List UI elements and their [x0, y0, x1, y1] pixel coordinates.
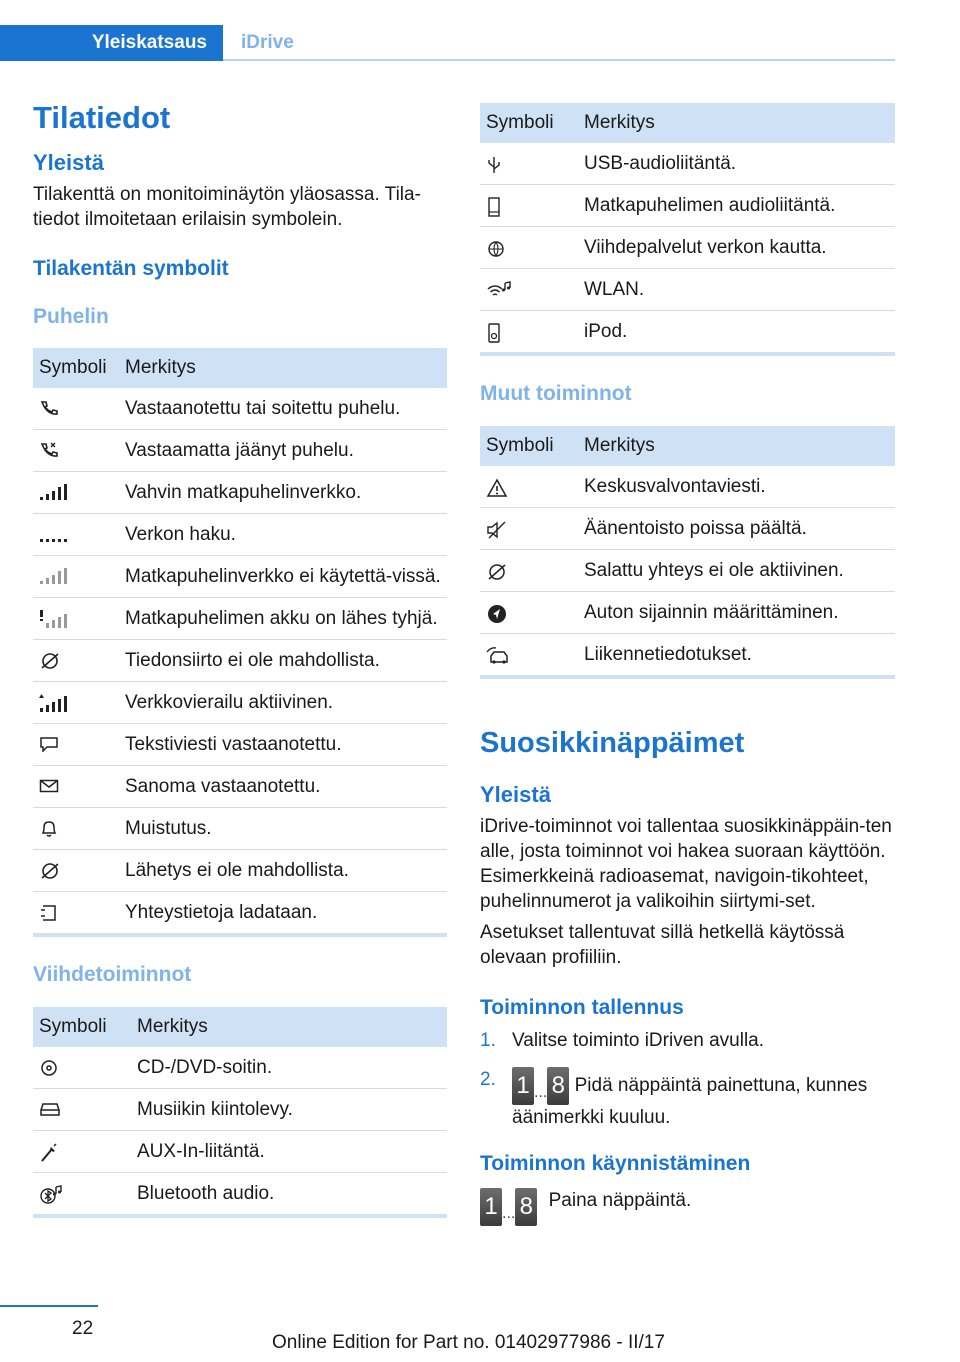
row-text: Viihdepalvelut verkon kautta.	[578, 227, 895, 269]
step-1	[480, 1028, 895, 1053]
row-text: Tekstiviesti vastaanotettu.	[119, 724, 447, 766]
row-text: Vahvin matkapuhelinverkko.	[119, 472, 447, 514]
row-text: Yhteystietoja ladataan.	[119, 892, 447, 936]
step-2	[480, 1067, 895, 1130]
row-text: Vastaamatta jäänyt puhelu.	[119, 430, 447, 472]
table-row	[33, 766, 447, 808]
table-row	[480, 185, 895, 227]
favorite-key-1[interactable]: 1	[512, 1067, 534, 1105]
aux-icon	[39, 1143, 59, 1163]
row-text: CD-/DVD-soitin.	[131, 1047, 447, 1089]
table-row	[480, 592, 895, 634]
step-text: Valitse toiminto iDriven avulla.	[512, 1030, 765, 1051]
row-text: Auton sijainnin määrittäminen.	[578, 592, 895, 634]
save-steps	[480, 1028, 895, 1130]
no-data-icon	[39, 652, 61, 670]
col-meaning: Merkitys	[119, 348, 447, 388]
row-text: Muistutus.	[119, 808, 447, 850]
no-network-icon	[39, 568, 67, 584]
table-row	[480, 311, 895, 355]
warning-icon	[486, 478, 508, 498]
bluetooth-audio-icon	[39, 1185, 63, 1205]
table-row	[33, 472, 447, 514]
bell-icon	[39, 820, 59, 838]
table-row	[33, 682, 447, 724]
general-text: Tilakenttä on monitoiminäytön yläosassa. Tila-tiedot ilmoitetaan erilaisin symbolein.	[33, 184, 421, 230]
phone-heading: Puhelin	[33, 305, 109, 328]
favorites-text-1: iDrive-toiminnot voi tallentaa suosikkinäppäin-ten alle, josta toiminnot voi hakea suoraan käyttöön. Esimerkkeinä radioasemat, navigoin-tikohteet, puhelinnumerot ja valikoihin siirtymi-set.	[480, 816, 892, 912]
online-services-icon	[486, 239, 508, 259]
table-header	[33, 348, 447, 388]
favorites-general-heading: Yleistä	[480, 782, 551, 807]
usb-icon	[486, 155, 502, 175]
table-row	[480, 143, 895, 185]
step-number: 2.	[480, 1069, 496, 1090]
table-header	[480, 426, 895, 466]
key-range-dots: ...	[534, 1084, 548, 1101]
row-text: Salattu yhteys ei ole aktiivinen.	[578, 550, 895, 592]
symbols-heading: Tilakentän symbolit	[33, 257, 229, 280]
col-symbol: Symboli	[480, 103, 578, 143]
no-send-icon	[39, 862, 61, 880]
table-row	[33, 430, 447, 472]
other-symbols-table	[480, 426, 895, 679]
table-row	[33, 892, 447, 936]
table-row	[480, 269, 895, 311]
missed-call-icon	[39, 442, 59, 458]
wlan-icon	[486, 281, 512, 301]
table-row	[480, 634, 895, 678]
row-text: Sanoma vastaanotettu.	[119, 766, 447, 808]
header-tab-overview[interactable]: Yleiskatsaus	[0, 25, 223, 61]
save-function-heading: Toiminnon tallennus	[480, 996, 684, 1019]
row-text: WLAN.	[578, 269, 895, 311]
hard-drive-icon	[39, 1101, 61, 1117]
header-divider	[223, 59, 895, 61]
favorites-text-2: Asetukset tallentuvat sillä hetkellä käytössä olevaan profiiliin.	[480, 922, 845, 968]
key-range-dots: ...	[502, 1205, 516, 1222]
row-text: Matkapuhelimen audioliitäntä.	[578, 185, 895, 227]
table-row	[33, 388, 447, 430]
speaker-off-icon	[486, 520, 508, 540]
table-header	[33, 1007, 447, 1047]
entertainment-symbols-table	[33, 1007, 447, 1218]
start-text: Paina näppäintä.	[548, 1190, 692, 1211]
edition-info: Online Edition for Part no. 01402977986 - II/17	[272, 1332, 665, 1353]
table-row	[33, 598, 447, 640]
general-heading: Yleistä	[33, 150, 104, 175]
signal-strength-icon	[39, 484, 67, 500]
table-row	[33, 1173, 447, 1217]
col-symbol: Symboli	[33, 348, 119, 388]
start-function-heading: Toiminnon käynnistäminen	[480, 1152, 751, 1175]
right-column	[480, 103, 895, 1226]
table-row	[33, 1131, 447, 1173]
table-row	[33, 724, 447, 766]
mail-icon	[39, 778, 59, 794]
favorite-key-1[interactable]: 1	[480, 1188, 502, 1226]
other-functions-heading: Muut toiminnot	[480, 382, 632, 405]
col-meaning: Merkitys	[131, 1007, 447, 1047]
row-text: Vastaanotettu tai soitettu puhelu.	[119, 388, 447, 430]
phone-symbols-table	[33, 348, 447, 937]
network-search-icon	[39, 526, 67, 542]
col-meaning: Merkitys	[578, 426, 895, 466]
step-text: Pidä näppäintä painettuna, kunnes äänimerkki kuuluu.	[512, 1075, 868, 1128]
table-row	[33, 640, 447, 682]
row-text: AUX-In-liitäntä.	[131, 1131, 447, 1173]
table-row	[33, 514, 447, 556]
row-text: Äänentoisto poissa päältä.	[578, 508, 895, 550]
col-symbol: Symboli	[33, 1007, 131, 1047]
encryption-off-icon	[486, 562, 508, 582]
navigation-icon	[486, 604, 508, 624]
col-symbol: Symboli	[480, 426, 578, 466]
contacts-loading-icon	[39, 904, 59, 922]
table-row	[33, 850, 447, 892]
cd-icon	[39, 1059, 59, 1077]
favorites-title: Suosikkinäppäimet	[480, 727, 745, 759]
table-row	[480, 227, 895, 269]
col-meaning: Merkitys	[578, 103, 895, 143]
table-row	[33, 1047, 447, 1089]
row-text: Verkon haku.	[119, 514, 447, 556]
row-text: Keskusvalvontaviesti.	[578, 466, 895, 508]
table-row	[33, 556, 447, 598]
row-text: Liikennetiedotukset.	[578, 634, 895, 678]
entertainment-heading: Viihdetoiminnot	[33, 963, 192, 986]
footer-divider	[0, 1305, 98, 1307]
row-text: iPod.	[578, 311, 895, 355]
row-text: Matkapuhelinverkko ei käytettä-vissä.	[119, 556, 447, 598]
row-text: Matkapuhelimen akku on lähes tyhjä.	[119, 598, 447, 640]
row-text: Lähetys ei ole mahdollista.	[119, 850, 447, 892]
ipod-icon	[486, 323, 502, 343]
row-text: USB-audioliitäntä.	[578, 143, 895, 185]
row-text: Tiedonsiirto ei ole mahdollista.	[119, 640, 447, 682]
sms-icon	[39, 736, 59, 752]
table-row	[480, 466, 895, 508]
page-title: Tilatiedot	[33, 100, 171, 135]
favorite-key-8[interactable]: 8	[547, 1067, 569, 1105]
table-header	[480, 103, 895, 143]
row-text: Verkkovierailu aktiivinen.	[119, 682, 447, 724]
phone-call-icon	[39, 400, 59, 416]
table-row	[480, 550, 895, 592]
table-row	[33, 808, 447, 850]
traffic-info-icon	[486, 646, 512, 666]
start-instruction	[480, 1188, 895, 1226]
entertainment-symbols-table-continued	[480, 103, 895, 356]
table-row	[33, 1089, 447, 1131]
favorite-key-8[interactable]: 8	[515, 1188, 537, 1226]
phone-audio-icon	[486, 197, 502, 217]
header-tab-idrive[interactable]: iDrive	[241, 32, 294, 53]
page-header	[0, 25, 895, 61]
table-row	[480, 508, 895, 550]
left-column	[33, 100, 447, 1218]
row-text: Bluetooth audio.	[131, 1173, 447, 1217]
step-number: 1.	[480, 1030, 496, 1051]
row-text: Musiikin kiintolevy.	[131, 1089, 447, 1131]
roaming-icon	[39, 694, 67, 712]
battery-low-icon	[39, 610, 67, 628]
page-number: 22	[72, 1318, 94, 1339]
